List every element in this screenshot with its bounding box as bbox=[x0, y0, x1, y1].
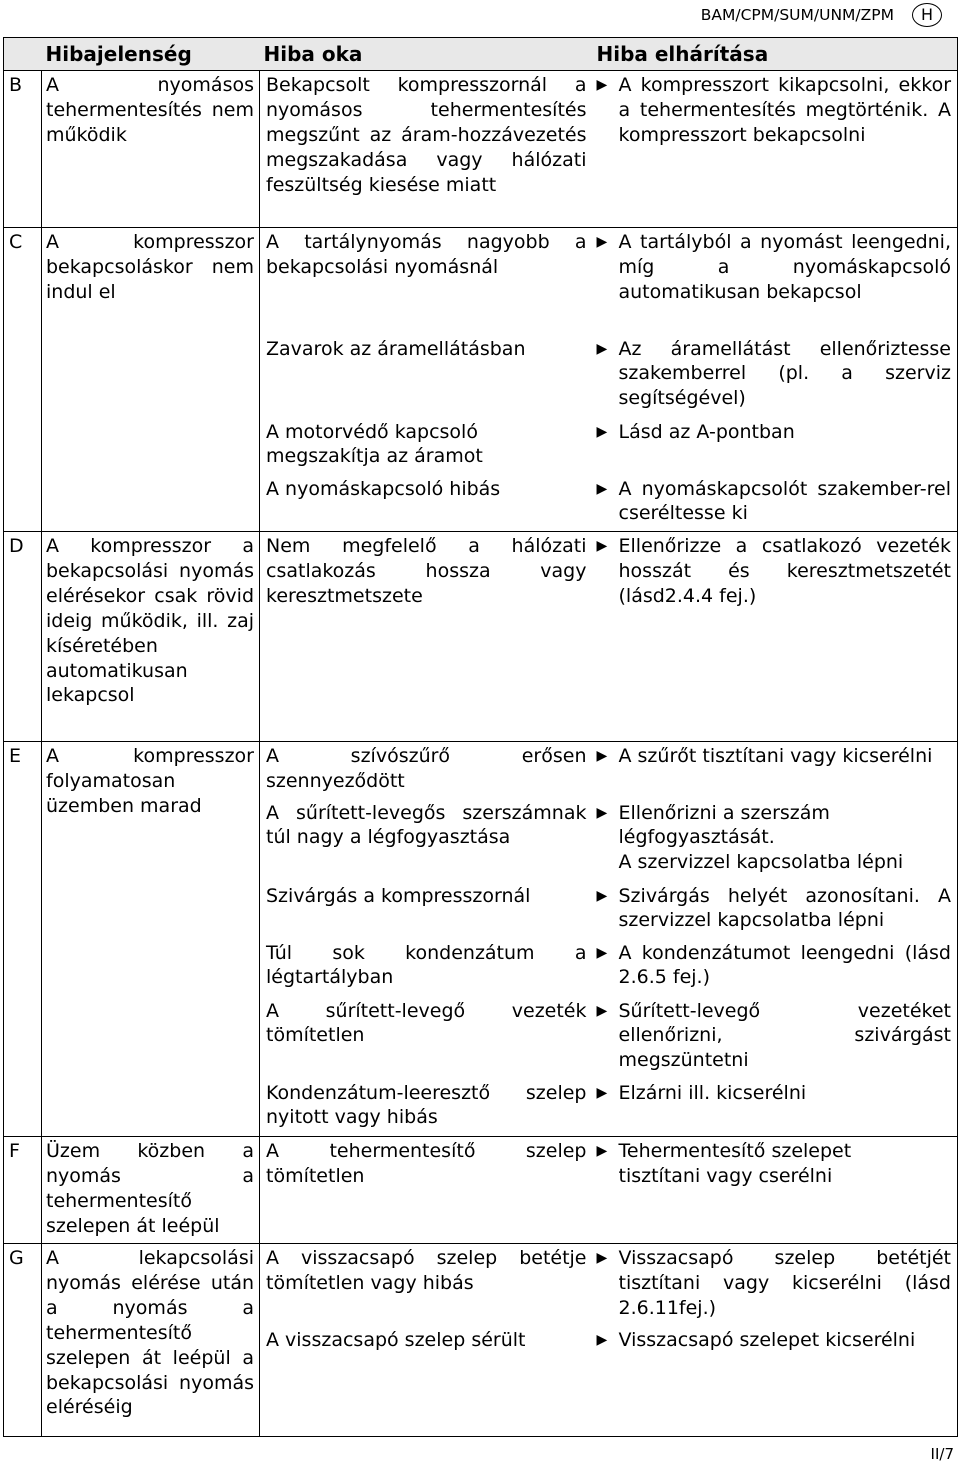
column-header-letter bbox=[4, 38, 42, 71]
remedy-text: A szűrőt tisztítani vagy kicserélni bbox=[618, 745, 933, 767]
table-row bbox=[4, 1244, 958, 1326]
triangle-right-icon: ▶ bbox=[596, 480, 608, 497]
remedy-cell bbox=[593, 418, 958, 475]
cause-text: Zavarok az áramellátásban bbox=[260, 335, 593, 418]
triangle-right-icon: ▶ bbox=[596, 1331, 608, 1348]
cause-text: A szívószűrő erősen szennyeződött bbox=[260, 742, 593, 799]
remedy-cell bbox=[593, 1244, 958, 1326]
symptom-text: A nyomásos tehermentesítés nem működik bbox=[42, 71, 260, 228]
remedy-cell bbox=[593, 742, 958, 799]
remedy-cell bbox=[593, 1079, 958, 1137]
cause-text: Túl sok kondenzátum a légtartályban bbox=[260, 939, 593, 997]
remedy-cell bbox=[593, 939, 958, 997]
troubleshooting-table bbox=[3, 37, 958, 1437]
cause-text: A sűrített-levegő vezeték tömítetlen bbox=[260, 997, 593, 1079]
triangle-right-icon: ▶ bbox=[596, 538, 608, 554]
symptom-text: A kompresszor folyamatosan üzemben marad bbox=[42, 742, 260, 1137]
table-row bbox=[4, 742, 958, 799]
table-row bbox=[4, 1137, 958, 1244]
triangle-right-icon: ▶ bbox=[596, 748, 608, 764]
remedy-text: Elzárni ill. kicserélni bbox=[618, 1081, 807, 1104]
column-header-remedy: Hiba elhárítása bbox=[593, 38, 958, 71]
triangle-right-icon: ▶ bbox=[596, 77, 608, 93]
remedy-text: Ellenőrizze a csatlakozó vezeték hosszát és keresztmetszetét (lásd2.4.4 fej.) bbox=[618, 535, 951, 607]
symptom-text: A kompresszor bekapcsoláskor nem indul el bbox=[42, 228, 260, 532]
triangle-right-icon: ▶ bbox=[596, 1084, 608, 1101]
remedy-text: Lásd az A-pontban bbox=[618, 420, 795, 443]
cause-text: A tartálynyomás nagyobb a bekapcsolási nyomásnál bbox=[260, 228, 593, 335]
cause-text: Szivárgás a kompresszornál bbox=[260, 882, 593, 939]
symptom-text: A kompresszor a bekapcsolási nyomás elérésekor csak rövid ideig működik, ill. zaj kíséretében automatikusan lekapcsol bbox=[42, 532, 260, 742]
remedy-text: Tehermentesítő szelepet tisztítani vagy cserélni bbox=[618, 1140, 852, 1187]
remedy-text: A nyomáskapcsolót szakember-rel cseréltesse ki bbox=[618, 477, 951, 525]
row-letter: C bbox=[4, 228, 42, 532]
remedy-text: Az áramellátást ellenőriztesse szakemberrel (pl. a szerviz segítségével) bbox=[618, 337, 951, 410]
symptom-text: Üzem közben a nyomás a tehermentesítő szelepen át leépül bbox=[42, 1137, 260, 1244]
remedy-text: A kondenzátumot leengedni (lásd 2.6.5 fej.) bbox=[618, 941, 951, 989]
remedy-cell bbox=[593, 228, 958, 335]
table-row bbox=[4, 532, 958, 742]
cause-text: A sűrített-levegős szerszámnak túl nagy a légfogyasztása bbox=[260, 799, 593, 882]
cause-text: A nyomáskapcsoló hibás bbox=[260, 475, 593, 532]
remedy-cell bbox=[593, 475, 958, 532]
remedy-text: A tartályból a nyomást leengedni, míg a nyomáskapcsoló automatikusan bekapcsol bbox=[618, 231, 951, 303]
page-number: II/7 bbox=[930, 1445, 954, 1463]
row-letter: D bbox=[4, 532, 42, 742]
symptom-text: A lekapcsolási nyomás elérése után a nyomás a tehermentesítő szelepen át leépül a bekapcsolási nyomás eléréséig bbox=[42, 1244, 260, 1437]
cause-text: Bekapcsolt kompresszornál a nyomásos tehermentesítés megszűnt az áram-hozzávezetés megszakadása vagy hálózati feszültség kiesése miatt bbox=[260, 71, 593, 228]
cause-text: Kondenzátum-leeresztő szelep nyitott vagy hibás bbox=[260, 1079, 593, 1137]
table-row bbox=[4, 71, 958, 228]
cause-text: A tehermentesítő szelep tömítetlen bbox=[260, 1137, 593, 1244]
remedy-text: A kompresszort kikapcsolni, ekkor a tehermentesítés megtörténik. A kompresszort bekapcsolni bbox=[618, 74, 951, 146]
column-header-cause: Hiba oka bbox=[260, 38, 593, 71]
cause-text: A visszacsapó szelep betétje tömítetlen vagy hibás bbox=[260, 1244, 593, 1326]
document-code: BAM/CPM/SUM/UNM/ZPM bbox=[700, 6, 894, 24]
triangle-right-icon: ▶ bbox=[596, 423, 608, 440]
triangle-right-icon: ▶ bbox=[596, 234, 608, 250]
remedy-text: Szivárgás helyét azonosítani. A szervizzel kapcsolatba lépni bbox=[618, 884, 951, 932]
remedy-text: Visszacsapó szelepet kicserélni bbox=[618, 1328, 916, 1351]
remedy-text: Visszacsapó szelep betétjét tisztítani vagy kicserélni (lásd 2.6.11fej.) bbox=[618, 1247, 951, 1319]
triangle-right-icon: ▶ bbox=[596, 944, 608, 961]
row-letter: F bbox=[4, 1137, 42, 1244]
triangle-right-icon: ▶ bbox=[596, 804, 608, 821]
triangle-right-icon: ▶ bbox=[596, 340, 608, 357]
remedy-cell bbox=[593, 71, 958, 228]
cause-text: A visszacsapó szelep sérült bbox=[260, 1326, 593, 1437]
row-letter: B bbox=[4, 71, 42, 228]
triangle-right-icon: ▶ bbox=[596, 1143, 608, 1159]
remedy-text: Ellenőrizni a szerszám légfogyasztását. A szervizzel kapcsolatba lépni bbox=[618, 801, 904, 874]
row-letter: G bbox=[4, 1244, 42, 1437]
row-letter: E bbox=[4, 742, 42, 1137]
triangle-right-icon: ▶ bbox=[596, 1002, 608, 1019]
column-header-symptom: Hibajelenség bbox=[42, 38, 260, 71]
section-letter-badge: H bbox=[912, 3, 942, 27]
cause-text: Nem megfelelő a hálózati csatlakozás hossza vagy keresztmetszete bbox=[260, 532, 593, 742]
remedy-cell bbox=[593, 335, 958, 418]
remedy-cell bbox=[593, 1137, 958, 1244]
remedy-text: Sűrített-levegő vezetéket ellenőrizni, szivárgást megszüntetni bbox=[618, 999, 951, 1072]
cause-text: A motorvédő kapcsoló megszakítja az áramot bbox=[260, 418, 593, 475]
table-row bbox=[4, 228, 958, 335]
triangle-right-icon: ▶ bbox=[596, 887, 608, 904]
remedy-cell bbox=[593, 882, 958, 939]
remedy-cell bbox=[593, 532, 958, 742]
remedy-cell bbox=[593, 997, 958, 1079]
triangle-right-icon: ▶ bbox=[596, 1250, 608, 1266]
remedy-cell bbox=[593, 1326, 958, 1437]
table-header-row bbox=[4, 38, 958, 71]
remedy-cell bbox=[593, 799, 958, 882]
